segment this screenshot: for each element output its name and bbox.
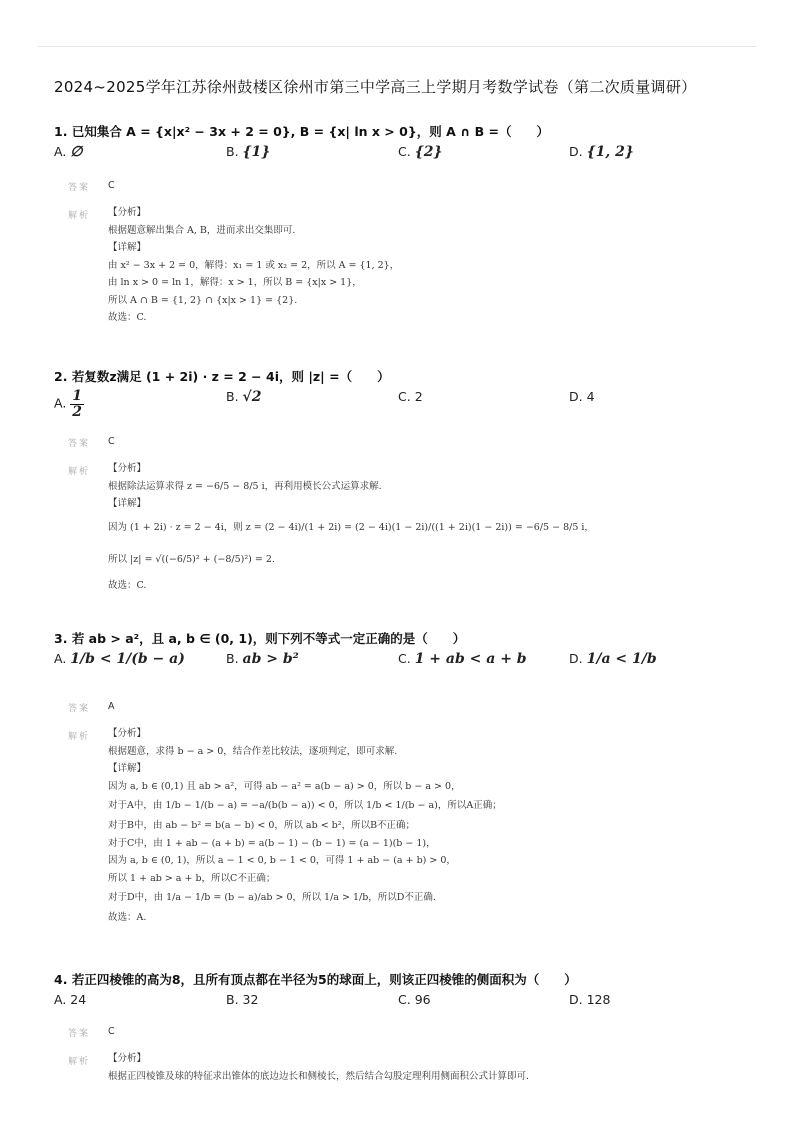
question-stem: [54, 970, 744, 988]
question-text: 若 ab > a²，且 a, b ∈ (0, 1)，则下列不等式一定正确的是（ ）: [71, 631, 466, 646]
choice-a[interactable]: A. ∅: [54, 144, 83, 160]
question-3: [54, 629, 744, 685]
choice-d[interactable]: D. 1/a < 1/b: [569, 651, 657, 667]
question-number: 4.: [54, 972, 68, 987]
choice-a[interactable]: A. 24: [54, 992, 87, 1007]
question-text: 已知集合 A = {x|x² − 3x + 2 = 0}, B = {x| ln x > 0}，则 A ∩ B =（ ）: [71, 124, 549, 139]
choice-b[interactable]: B. {1}: [226, 144, 271, 160]
page-title: 2024~2025学年江苏徐州鼓楼区徐州市第三中学高三上学期月考数学试卷（第二次质量调研）: [54, 78, 697, 96]
question-2: [54, 367, 744, 419]
analysis-tag: 解析: [68, 732, 91, 742]
answer-tag: 答案: [68, 704, 91, 714]
analysis-tag: 解析: [68, 467, 91, 477]
analysis-tag: 解析: [68, 211, 91, 221]
choice-c[interactable]: C. 1 + ab < a + b: [398, 651, 527, 667]
question-stem: [54, 367, 744, 385]
answer-value: C: [108, 1026, 115, 1037]
question-number: 2.: [54, 369, 68, 384]
question-number: 1.: [54, 124, 68, 139]
answer-tag: 答案: [68, 183, 91, 193]
choice-a[interactable]: A. $\frac{1}{2}$: [54, 388, 83, 420]
question-text: 若复数z满足 (1 + 2i) · z = 2 − 4i，则 |z| =（ ）: [71, 369, 390, 384]
choice-a[interactable]: A. 1/b < 1/(b − a): [54, 651, 185, 667]
question-stem: [54, 629, 744, 647]
analysis-body: 【分析】 根据正四棱锥及球的特征求出锥体的底边边长和侧棱长，然后结合勾股定理利用侧面积公式计算即可.: [108, 1053, 530, 1082]
answer-tag: 答案: [68, 1029, 91, 1039]
question-text: 若正四棱锥的高为8，且所有顶点都在半径为5的球面上，则该正四棱锥的侧面积为（ ）: [71, 972, 577, 987]
choice-d[interactable]: D. {1, 2}: [569, 144, 634, 160]
choice-b[interactable]: B. 32: [226, 992, 259, 1007]
header-divider: [38, 46, 756, 47]
choice-list: [54, 992, 744, 1018]
choice-list: [54, 651, 744, 685]
answer-value: C: [108, 180, 115, 191]
choice-d[interactable]: D. 4: [569, 389, 595, 404]
choice-b[interactable]: B. √2: [226, 389, 262, 405]
question-number: 3.: [54, 631, 68, 646]
choice-c[interactable]: C. {2}: [398, 144, 443, 160]
answer-tag: 答案: [68, 439, 91, 449]
choice-d[interactable]: D. 128: [569, 992, 611, 1007]
choice-list: [54, 389, 744, 419]
choice-c[interactable]: C. 2: [398, 389, 423, 404]
analysis-body: 【分析】 根据题意，求得 b − a > 0，结合作差比较法，逐项判定，即可求解. 【详解】 因为 a, b ∈ (0,1) 且 ab > a²，可得 ab − a² = a(b − a) > 0，所以 b − a > 0， 对于A中，由 1/b − 1/(b − a) = −a/(b(b − a)) < 0，所以 1/b < 1/(b − a)，所以A正确； 对于B中，由 ab − b² = b(a − b) < 0，所以 ab < b²，所以B不正确； 对于C中，由 1 + ab − (a + b) = a(b − 1) − (b − 1) = (a − 1)(b − 1)， 因为 a, b ∈ (0, 1)，所以 a − 1 < 0, b − 1 < 0，可得 1 + ab − (a + b) > 0， 所以 1 + ab > a + b，所以C不正确； 对于D中，由 1/a − 1/b = (b − a)/ab > 0，所以 1/a > 1/b，所以D不正确. 故选：A.: [108, 728, 502, 923]
choice-list: [54, 144, 744, 170]
answer-value: A: [108, 701, 115, 712]
question-4: [54, 970, 744, 1018]
fraction: $\frac{1}{2}$: [72, 388, 83, 420]
analysis-tag: 解析: [68, 1057, 91, 1067]
choice-b[interactable]: B. ab > b²: [226, 651, 299, 667]
choice-c[interactable]: C. 96: [398, 992, 431, 1007]
question-1: [54, 122, 744, 170]
answer-value: C: [108, 436, 115, 447]
analysis-body: 【分析】 根据除法运算求得 z = −6/5 − 8/5 i，再利用模长公式运算求解. 【详解】 因为 (1 + 2i) · z = 2 − 4i，则 z = (2 − 4i)/(1 + 2i) = (2 − 4i)(1 − 2i)/((1 + 2i)(1 − 2i)) = −6/5 − 8/5 i， 所以 |z| = √((−6/5)² + (−8/5)²) = 2. 故选：C.: [108, 463, 594, 591]
question-stem: [54, 122, 744, 140]
analysis-body: 【分析】 根据题意解出集合 A, B，进而求出交集即可. 【详解】 由 x² − 3x + 2 = 0，解得：x₁ = 1 或 x₂ = 2，所以 A = {1, 2}， 由 ln x > 0 = ln 1，解得：x > 1，所以 B = {x|x > 1}， 所以 A ∩ B = {1, 2} ∩ {x|x > 1} = {2}. 故选：C.: [108, 207, 400, 323]
